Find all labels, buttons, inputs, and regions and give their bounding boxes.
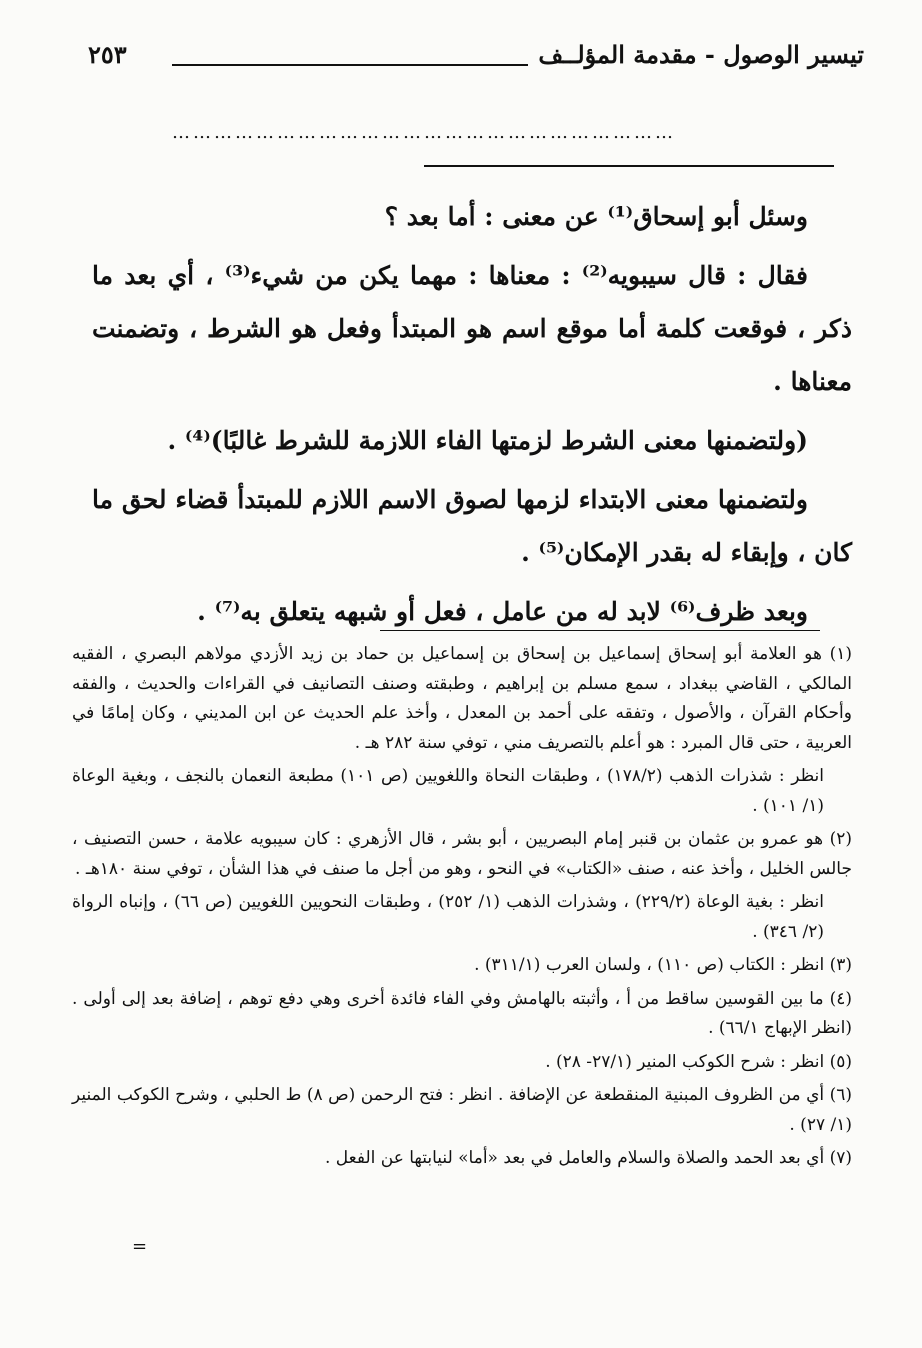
- footnote-2: (٢) هو عمرو بن عثمان بن قنبر إمام البصريين ، أبو بشر ، قال الأزهري : كان سيبويه علامة ، حسن التصنيف ، جالس الخليل ، وأخذ عنه ، صنف «الكتاب» في النحو ، وهو من أجل ما صنف في هذا الشأن ، توفي سنة ١٨٠هـ .: [72, 829, 852, 879]
- footnote-4: (٤) ما بين القوسين ساقط من أ ، وأثبته بالهامش وفي الفاء فائدة أخرى وهي دفع توهم ، إضافة بعد إلى أولى . (انظر الإبهاج ٦٦/١) .: [72, 988, 852, 1038]
- header-rule: [172, 64, 528, 66]
- footnote-1: (١) هو العلامة أبو إسحاق إسماعيل بن إسحاق بن إسماعيل بن حماد بن زيد الأزدي مولاهم البصري ، الفقيه المالكي ، القاضي ببغداد ، سمع مسلم بن إبراهيم ، وطبقته وصنف التصانيف في القراءات والحديث ، والفقه وأحكام القرآن ، والأصول ، وتفقه على أحمد بن المعدل ، وأخذ علم الحديث عن ابن المديني ، وكان إمامًا في العربية ، حتى قال المبرد : هو أعلم بالتصريف مني ، توفي سنة ٢٨٢ هـ .: [72, 644, 852, 753]
- footnotes: [72, 640, 852, 1178]
- footnote-rule: [380, 630, 820, 631]
- footnote-6: (٦) أي من الظروف المبنية المنقطعة عن الإضافة . انظر : فتح الرحمن (ص ٨) ط الحلبي ، وشرح الكوكب المنير (١/ ٢٧) .: [72, 1085, 853, 1135]
- section-rule: [424, 165, 834, 167]
- footnote-5: (٥) انظر : شرح الكوكب المنير (٢٧/١- ٢٨) .: [545, 1051, 852, 1072]
- paragraph-condition: (ولتضمنها معنى الشرط لزمتها الفاء اللازمة للشرط غالبًا)⁽⁴⁾ .: [167, 426, 808, 455]
- paragraph-ibtida: ولتضمنها معنى الابتداء لزمها لصوق الاسم اللازم للمبتدأ قضاء لحق ما كان ، وإبقاء له بقدر الإمكان⁽⁵⁾ .: [92, 485, 852, 567]
- page-number: ٢٥٣: [88, 40, 127, 69]
- footnote-3: (٣) انظر : الكتاب (ص ١١٠) ، ولسان العرب (٣١١/١) .: [474, 955, 852, 975]
- ellipsis-row: ………………………………………………………………: [172, 122, 676, 143]
- continuation-mark: =: [132, 1236, 148, 1257]
- footnote-1-reference: انظر : شذرات الذهب (١٧٨/٢) ، وطبقات النحاة واللغويين (ص ١٠١) مطبعة النعمان بالنجف ، وبغية الوعاة (١/ ١٠١) .: [72, 766, 824, 816]
- paragraph-zarf: وبعد ظرف⁽⁶⁾ لابد له من عامل ، فعل أو شبهه يتعلق به⁽⁷⁾ .: [197, 597, 808, 626]
- footnote-7: (٧) أي بعد الحمد والصلاة والسلام والعامل في بعد «أما» لنيابتها عن الفعل .: [324, 1148, 852, 1168]
- paragraph-question: وسئل أبو إسحاق⁽¹⁾ عن معنى : أما بعد ؟: [384, 202, 808, 231]
- running-head: تيسير الوصول - مقدمة المؤلــف: [538, 40, 864, 69]
- main-text: [92, 190, 852, 644]
- footnote-2-reference: انظر : بغية الوعاة (٢٢٩/٢) ، وشذرات الذهب (١/ ٢٥٢) ، وطبقات النحويين اللغويين (ص ٦٦) ، وإنباه الرواة (٢/ ٣٤٦) .: [72, 892, 824, 942]
- paragraph-sibawayh: فقال : قال سيبويه⁽²⁾ : معناها : مهما يكن من شيء⁽³⁾ ، أي بعد ما ذكر ، فوقعت كلمة أما موقع اسم هو المبتدأ وفعل هو الشرط ، وتضمنت معناها .: [92, 261, 852, 396]
